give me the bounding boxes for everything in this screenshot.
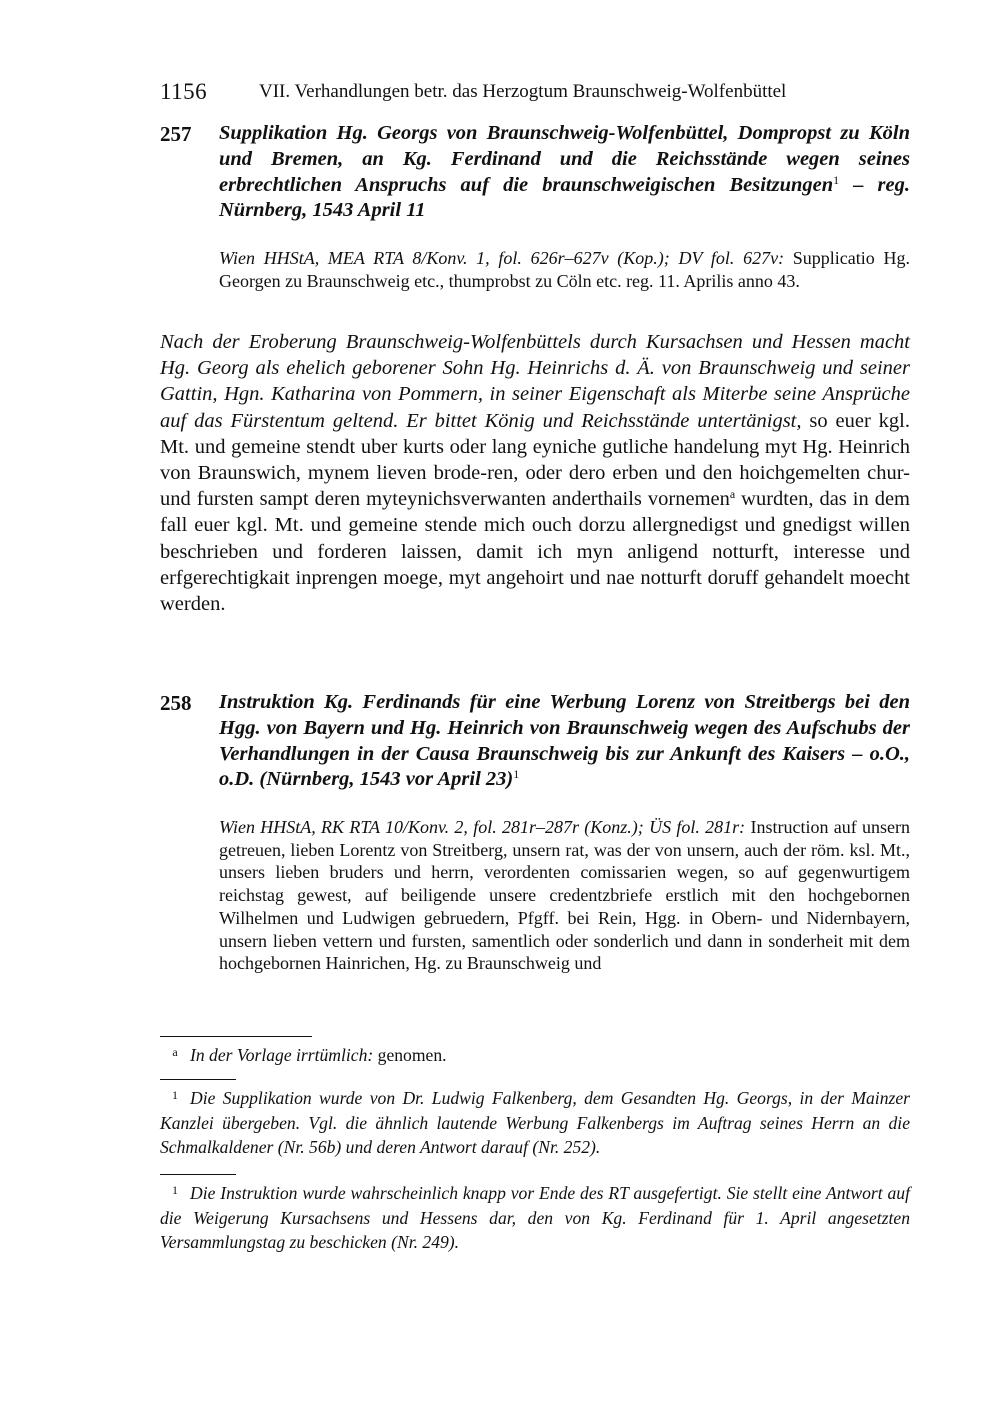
entry-title-text: Supplikation Hg. Georgs von Braunschweig-Wolfenbüttel, Dompropst zu Köln und Bremen, an Kg. Ferdinand und die Reichsstände wegen seines erbrechtlichen Anspruchs auf die braunschweigischen Besitzungen — [219, 122, 910, 196]
footnote-mark: 1 — [172, 1183, 178, 1197]
entry-title-date: – reg. Nürnberg, 1543 April 11 — [219, 173, 911, 222]
source-dorsal: Supplicatio Hg. Georgen zu Braunschweig etc., thumprobst zu Cöln etc. reg. 11. Aprilis anno 43. — [219, 248, 910, 291]
footnote-italic: Die Supplikation wurde von Dr. Ludwig Falkenberg, dem Gesandten Hg. Georgs, in der Mainzer Kanzlei übergeben. Vgl. die ähnlich lautende Werbung Falkenbergs im Auftrag seines Herrn an die Schmalkaldener (Nr. 56b) und deren Antwort darauf (Nr. 252). — [160, 1088, 910, 1157]
entry-body-257 — [160, 329, 910, 617]
source-archive: Wien HHStA, RK RTA 10/Konv. 2, fol. 281r–287r (Konz.); ÜS fol. 281r: — [219, 817, 746, 837]
source-note-257 — [219, 247, 910, 292]
running-header — [160, 78, 910, 106]
running-title: VII. Verhandlungen betr. das Herzogtum Braunschweig-Wolfenbüttel — [259, 81, 787, 102]
entry-title-258 — [219, 690, 910, 793]
footnote-ref: a — [729, 487, 736, 502]
footnote-rule — [160, 1174, 236, 1175]
footnote-italic: Die Instruktion wurde wahrscheinlich knapp vor Ende des RT ausgefertigt. Sie stellt eine Antwort auf die Weigerung Kursachsens und Hessens dar, den von Kg. Ferdinand für 1. April angesetzten Versammlungstag zu beschicken (Nr. 249). — [160, 1183, 910, 1252]
entry-number-258: 258 — [160, 691, 192, 715]
source-archive: Wien HHStA, MEA RTA 8/Konv. 1, fol. 626r–627v (Kop.); DV fol. 627v: — [219, 248, 785, 268]
footnote-a — [160, 1040, 910, 1068]
page-number: 1156 — [160, 79, 208, 104]
footnote-mark: a — [172, 1045, 178, 1059]
footnote-1-entry-258 — [160, 1178, 910, 1255]
footnote-rule — [160, 1079, 236, 1080]
source-note-258 — [219, 816, 910, 975]
footnote-text: genomen. — [373, 1045, 447, 1065]
quoted-text-cont: wurdten, das in dem fall euer kgl. Mt. und gemeine stende mich ouch dorzu allergnedigst und gnedigst willen beschrieben und forderen laissen, damit ich myn anligend notturft, interesse und erfgerechtigkait inprengen moege, myt angehoirt und nae notturft doruff gehandelt moecht werden. — [160, 488, 910, 616]
footnote-1-entry-257 — [160, 1083, 910, 1160]
entry-title-257 — [219, 121, 910, 224]
entry-number-257: 257 — [160, 122, 192, 146]
editorial-summary: Nach der Eroberung Braunschweig-Wolfenbüttels durch Kursachsen und Hessen macht Hg. Georg als ehelich geborener Sohn Hg. Heinrichs d. Ä. von Braunschweig und seiner Gattin, Hgn. Katharina von Pommern, in seiner Eigenschaft als Miterbe seine Ansprüche auf das Fürstentum geltend. Er bittet König und Reichsstände untertänigst, — [160, 331, 910, 432]
entry-title-text: Instruktion Kg. Ferdinands für eine Werbung Lorenz von Streitbergs bei den Hgg. von Bayern und Hg. Heinrich von Braunschweig wegen des Aufschubs der Verhandlungen in der Causa Braunschweig bis zur Ankunft des Kaisers – o.O., o.D. (Nürnberg, 1543 vor April 23) — [219, 691, 910, 791]
quoted-text: so euer kgl. Mt. und gemeine stendt uber kurts oder lang eyniche gutliche handelung myt Hg. Heinrich von Braunswich, mynem lieven brode-ren, oder dero erben und den hoichgemelten chur- und fursten sampt deren myteynichsverwanten anderthails vornemen — [160, 409, 910, 511]
footnote-mark: 1 — [172, 1088, 178, 1102]
footnote-ref: 1 — [833, 172, 840, 187]
source-superscription: Instruction auf unsern getreuen, lieben Lorentz von Streitberg, unsern rat, was der von unsern, auch der röm. ksl. Mt., unsers lieben bruders und herrn, verordenten comissarien wegen, so auf gegenwurtigem reichstag gewest, auf beiligende unsere credentzbriefe erstlich mit den hochgebornen Wilhelmen und Ludwigen gebruedern, Pfgff. bei Rein, Hgg. in Obern- und Nidernbayern, unsern lieben vettern und fursten, samentlich oder sonderlich und dann in sonderheit mit dem hochgebornen Hainrichen, Hg. zu Braunschweig und — [219, 817, 910, 974]
footnote-italic: In der Vorlage irrtümlich: — [190, 1045, 374, 1065]
footnote-ref: 1 — [513, 767, 520, 782]
footnote-rule — [160, 1036, 312, 1037]
